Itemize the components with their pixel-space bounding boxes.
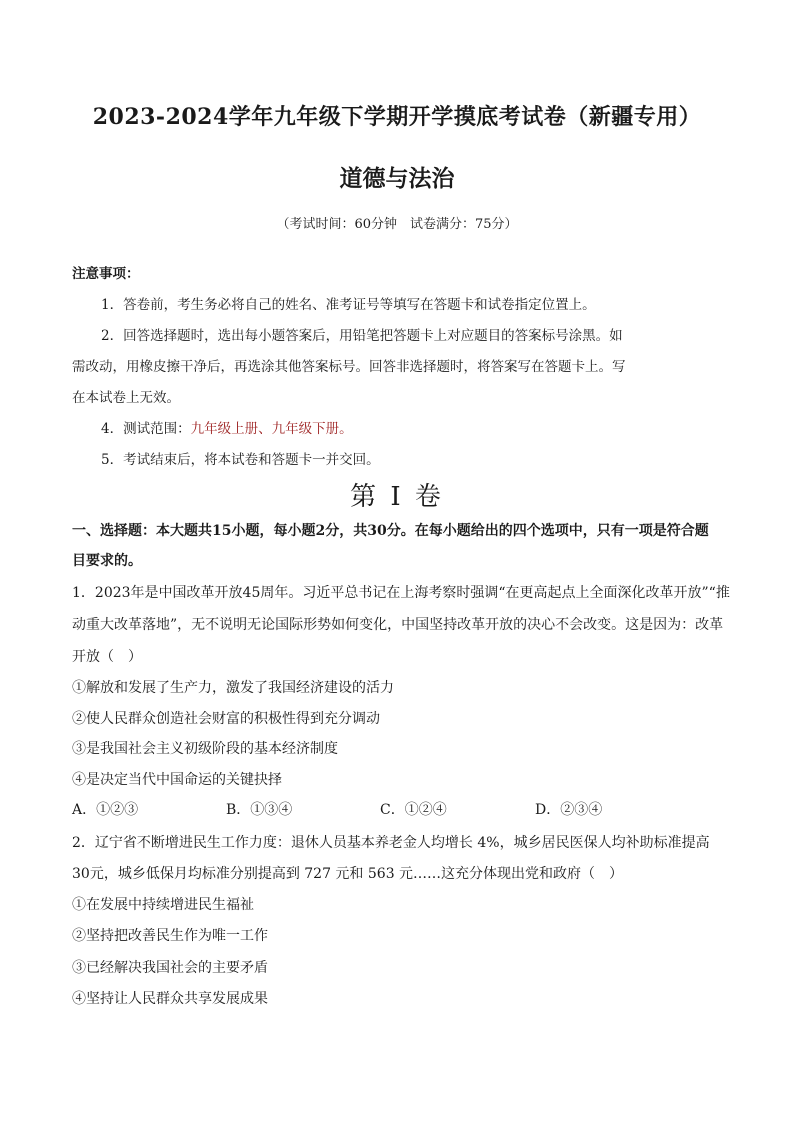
q2-statement-4: ④坚持让人民群众共享发展成果: [72, 991, 268, 1007]
q1-statement-4: ④是决定当代中国命运的关键抉择: [72, 772, 282, 788]
q1-statement-3: ③是我国社会主义初级阶段的基本经济制度: [72, 741, 338, 757]
test-range: 九年级上册、九年级下册。: [190, 421, 353, 437]
q2-stem-line-2: 30元，城乡低保月均标准分别提高到 727 元和 563 元……这充分体现出党和政府（ ）: [72, 866, 624, 882]
q1-option-c: C．①②④: [380, 802, 447, 818]
notice-heading: 注意事项：: [72, 266, 140, 282]
q1-stem-line-2: 动重大改革落地”，无不说明无论国际形势如何变化，中国坚持改革开放的决心不会改变。这是因为：改革: [72, 617, 724, 633]
q1-statement-2: ②使人民群众创造社会财富的积极性得到充分调动: [72, 711, 380, 727]
subject-title: 道德与法治: [339, 165, 455, 192]
section-title: 第 I 卷: [350, 482, 444, 512]
q1-option-d: D．②③④: [535, 802, 603, 818]
q1-option-a: A．①②③: [72, 802, 139, 818]
q2-statement-1: ①在发展中持续增进民生福祉: [72, 897, 254, 913]
q2-stem-line-1: 2．辽宁省不断增进民生工作力度：退休人员基本养老金人均增长 4%，城乡居民医保人均补助标准提高: [72, 835, 710, 851]
notice-item-4-prefix: 4．测试范围：: [101, 421, 191, 437]
q1-option-b: B．①③④: [226, 802, 293, 818]
q2-statement-2: ②坚持把改善民生作为唯一工作: [72, 928, 268, 944]
notice-item-1: 1．答卷前，考生务必将自己的姓名、准考证号等填写在答题卡和试卷指定位置上。: [101, 297, 596, 313]
part1-heading-line-2: 目要求的。: [72, 553, 142, 569]
notice-item-2-line-2: 需改动，用橡皮擦干净后，再选涂其他答案标号。回答非选择题时，将答案写在答题卡上。写: [72, 359, 626, 375]
q2-statement-3: ③已经解决我国社会的主要矛盾: [72, 960, 268, 976]
notice-item-2-line-3: 在本试卷上无效。: [72, 390, 180, 406]
notice-item-4: [101, 417, 353, 437]
q1-stem-line-1: 1．2023年是中国改革开放45周年。习近平总书记在上海考察时强调“在更高起点上全面深化改革开放”“推: [72, 585, 730, 601]
notice-item-5: 5．考试结束后，将本试卷和答题卡一并交回。: [101, 452, 380, 468]
notice-item-2-line-1: 2．回答选择题时，选出每小题答案后，用铅笔把答题卡上对应题目的答案标号涂黑。如: [101, 328, 623, 344]
exam-title: 2023-2024学年九年级下学期开学摸底考试卷（新疆专用）: [92, 104, 702, 130]
part1-heading-line-1: 一、选择题：本大题共15小题，每小题2分，共30分。在每小题给出的四个选项中，只有一项是符合题: [72, 523, 709, 539]
exam-time-score: （考试时间：60分钟 试卷满分：75分）: [276, 217, 518, 232]
q1-stem-line-3: 开放（ ）: [72, 649, 142, 665]
q1-statement-1: ①解放和发展了生产力，激发了我国经济建设的活力: [72, 680, 394, 696]
